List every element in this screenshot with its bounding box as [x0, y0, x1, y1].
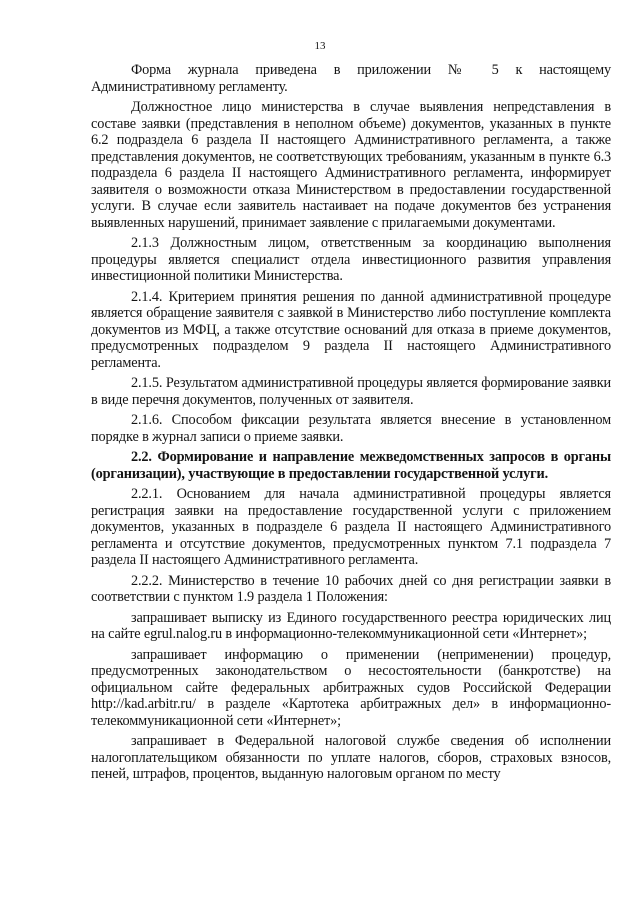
- paragraph-incomplete-documents: Должностное лицо министерства в случае выявления непредставления в составе заявки (представления в неполном объеме) документов, указанных в пункте 6.2 подраздела 6 раздела II настоящего Административного регламента, а также представления документов, не соответствующих требованиям, указанным в пункте 6.3 подраздела 6 раздела II настоящего Административного регламента, информирует заявителя о возможности отказа Министерством в предоставлении государственной услуги. В случае если заявитель настаивает на подаче документов без устранения выявленных нарушений, принимает заявление с прилагаемыми документами.: [91, 99, 611, 231]
- paragraph-journal-form: Форма журнала приведена в приложении № 5 к настоящему Административному регламенту.: [91, 62, 611, 95]
- page-number: 13: [314, 40, 326, 52]
- paragraph-2-1-4: 2.1.4. Критерием принятия решения по данной административной процедуре является обращение заявителя с заявкой в Министерство либо поступление комплекта документов из МФЦ, а также отсутствие оснований для отказа в приеме документов, предусмотренных подразделом 9 раздела II настоящего Административного регламента.: [91, 288, 611, 371]
- paragraph-2-2-2: 2.2.2. Министерство в течение 10 рабочих дней со дня регистрации заявки в соответствии с пунктом 1.9 раздела 1 Положения:: [91, 572, 611, 605]
- paragraph-2-1-5: 2.1.5. Результатом административной процедуры является формирование заявки в виде перечня документов, полученных от заявителя.: [91, 375, 611, 408]
- paragraph-tax-request: запрашивает в Федеральной налоговой службе сведения об исполнении налогоплательщиком обязанности по уплате налогов, сборов, страховых взносов, пеней, штрафов, процентов, выданную налоговым органом по месту: [91, 733, 611, 782]
- paragraph-bankruptcy-request: запрашивает информацию о применении (неприменении) процедур, предусмотренных законодательством о несостоятельности (банкротстве) на официальном сайте федеральных арбитражных судов Российской Федерации http://kad.arbitr.ru/ в разделе «Картотека арбитражных дел» в информационно-телекоммуникационной сети «Интернет»;: [91, 646, 611, 729]
- paragraph-2-1-6: 2.1.6. Способом фиксации результата является внесение в установленном порядке в журнал записи о приеме заявки.: [91, 412, 611, 445]
- paragraph-2-2-1: 2.2.1. Основанием для начала административной процедуры является регистрация заявки на предоставление государственной услуги с приложением документов, указанных в подразделе 6 раздела II настоящего Административного регламента и отсутствие документов, предусмотренных пунктом 7.1 подраздела 7 раздела II настоящего Административного регламента.: [91, 486, 611, 568]
- paragraph-egrul-request: запрашивает выписку из Единого государственного реестра юридических лиц на сайте egrul.nalog.ru в информационно-телекоммуникационной сети «Интернет»;: [91, 609, 611, 642]
- document-body: [91, 62, 611, 787]
- section-heading-2-2: 2.2. Формирование и направление межведомственных запросов в органы (организации), участвующие в предоставлении государственной услуги.: [91, 449, 611, 482]
- paragraph-2-1-3: 2.1.3 Должностным лицом, ответственным за координацию выполнения процедуры является специалист отдела инвестиционного развития управления инвестиционной политики Министерства.: [91, 235, 611, 284]
